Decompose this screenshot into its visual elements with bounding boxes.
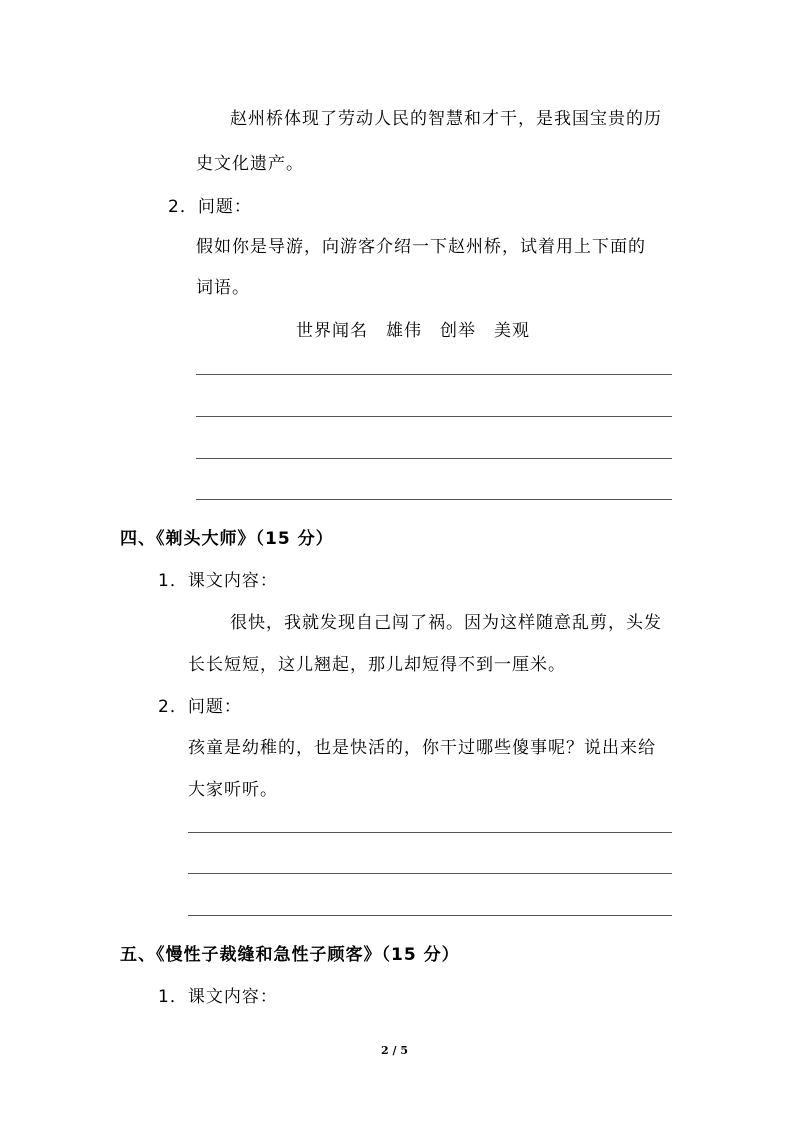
section-heading: 五、《慢性子裁缝和急性子顾客》（15 分） (120, 945, 460, 965)
question-label: 2．问题： (158, 697, 242, 717)
question-text: 词语。 (196, 278, 250, 298)
answer-line[interactable] (188, 832, 672, 833)
answer-line[interactable] (196, 416, 672, 417)
answer-line[interactable] (188, 873, 672, 874)
page-number: 2 / 5 (381, 1044, 408, 1057)
section-heading: 四、《剃头大师》（15 分） (120, 529, 334, 549)
question-text: 假如你是导游，向游客介绍一下赵州桥，试着用上下面的 (196, 237, 646, 257)
question-text: 大家听听。 (188, 780, 278, 800)
question-label: 1．课文内容： (158, 571, 278, 591)
passage-line: 很快，我就发现自己闯了祸。因为这样随意乱剪，头发 (230, 613, 662, 633)
question-label: 1．课文内容： (158, 987, 278, 1007)
word-list: 世界闻名 雄伟 创举 美观 (296, 321, 530, 341)
passage-line: 赵州桥体现了劳动人民的智慧和才干，是我国宝贵的历 (230, 109, 662, 129)
answer-line[interactable] (196, 458, 672, 459)
answer-line[interactable] (196, 374, 672, 375)
passage-line: 长长短短，这儿翘起，那儿却短得不到一厘米。 (188, 655, 566, 675)
answer-line[interactable] (196, 499, 672, 500)
passage-line: 史文化遗产。 (196, 154, 304, 174)
question-text: 孩童是幼稚的，也是快活的，你干过哪些傻事呢？说出来给 (188, 738, 656, 758)
question-label: 2．问题： (168, 197, 252, 217)
answer-line[interactable] (188, 915, 672, 916)
